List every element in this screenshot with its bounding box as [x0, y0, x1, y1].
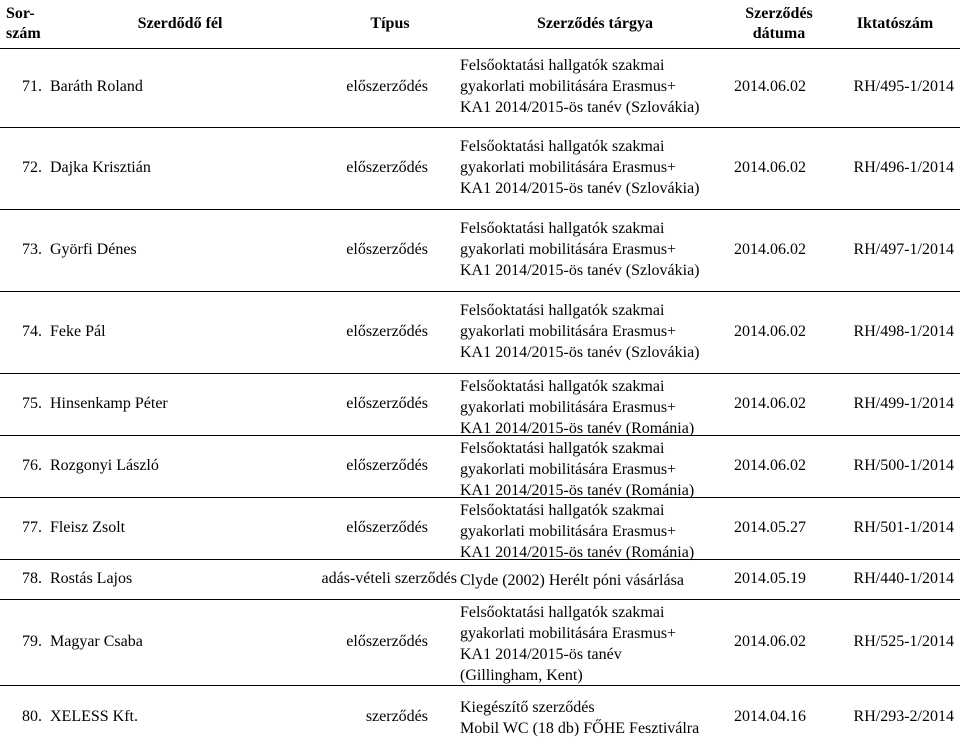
row-contract-type: előszerződés	[346, 241, 428, 258]
row-party-name: Baráth Roland	[50, 78, 143, 95]
row-subject-line: Felsőoktatási hallgatók szakmai	[460, 57, 665, 74]
row-party-name: Györfi Dénes	[50, 241, 137, 258]
row-subject-line: KA1 2014/2015-ös tanév (Románia)	[460, 482, 695, 499]
row-subject-line: gyakorlati mobilitására Erasmus+	[460, 78, 677, 95]
row-subject-line: KA1 2014/2015-ös tanév	[460, 646, 622, 663]
header-tipus: Típus	[370, 15, 410, 32]
row-subject	[460, 570, 728, 591]
row-subject-line: KA1 2014/2015-ös tanév (Szlovákia)	[460, 180, 700, 197]
header-targya: Szerződés tárgya	[537, 15, 653, 32]
row-subject-line: (Gillingham, Kent)	[460, 667, 583, 684]
row-subject-line: gyakorlati mobilitására Erasmus+	[460, 323, 677, 340]
row-subject	[460, 438, 728, 501]
row-party-name: Rozgonyi László	[50, 457, 159, 474]
row-date: 2014.06.02	[734, 323, 806, 340]
row-party-name: Feke Pál	[50, 323, 106, 340]
table-row	[0, 374, 960, 436]
table-row	[0, 560, 960, 600]
row-subject-line: Felsőoktatási hallgatók szakmai	[460, 502, 665, 519]
row-contract-type: előszerződés	[346, 159, 428, 176]
row-subject-line: Clyde (2002) Herélt póni vásárlása	[460, 572, 684, 589]
row-subject-line: KA1 2014/2015-ös tanév (Szlovákia)	[460, 262, 700, 279]
row-party-name: Dajka Krisztián	[50, 159, 151, 176]
table-row	[0, 48, 960, 128]
row-subject	[460, 697, 728, 739]
header-iktatoszam: Iktatószám	[856, 15, 934, 32]
row-iktatoszam: RH/499-1/2014	[853, 395, 954, 412]
row-subject-line: KA1 2014/2015-ös tanév (Románia)	[460, 544, 695, 561]
header-sorszam-line2: szám	[6, 25, 41, 42]
row-party-name: Rostás Lajos	[50, 570, 133, 587]
table-row	[0, 498, 960, 560]
row-contract-type: előszerződés	[346, 633, 428, 650]
row-party-name: XELESS Kft.	[50, 708, 138, 725]
row-subject-line: KA1 2014/2015-ös tanév (Románia)	[460, 420, 695, 437]
row-subject-line: KA1 2014/2015-ös tanév (Szlovákia)	[460, 344, 700, 361]
row-date: 2014.06.02	[734, 395, 806, 412]
row-subject-line: KA1 2014/2015-ös tanév (Szlovákia)	[460, 99, 700, 116]
row-subject-line: gyakorlati mobilitására Erasmus+	[460, 159, 677, 176]
header-sorszam-line1: Sor-	[6, 5, 35, 22]
row-contract-type: előszerződés	[346, 323, 428, 340]
row-subject-line: Felsőoktatási hallgatók szakmai	[460, 378, 665, 395]
row-subject-line: Mobil WC (18 db) FŐHE Fesztiválra	[460, 720, 700, 737]
row-subject	[460, 55, 728, 118]
row-party-name: Hinsenkamp Péter	[50, 395, 168, 412]
row-subject-line: Felsőoktatási hallgatók szakmai	[460, 138, 665, 155]
table-row	[0, 686, 960, 748]
row-subject-line: Kiegészítő szerződés	[460, 699, 595, 716]
row-iktatoszam: RH/440-1/2014	[853, 570, 954, 587]
row-subject	[460, 300, 728, 363]
row-number: 78.	[22, 570, 42, 587]
row-subject-line: Felsőoktatási hallgatók szakmai	[460, 604, 665, 621]
row-date: 2014.04.16	[734, 708, 806, 725]
row-number: 77.	[22, 519, 42, 536]
row-subject-line: gyakorlati mobilitására Erasmus+	[460, 461, 677, 478]
row-number: 73.	[22, 241, 42, 258]
table-row	[0, 210, 960, 292]
row-subject-line: gyakorlati mobilitására Erasmus+	[460, 625, 677, 642]
row-subject	[460, 602, 728, 686]
row-date: 2014.06.02	[734, 241, 806, 258]
row-iktatoszam: RH/501-1/2014	[853, 519, 954, 536]
row-contract-type: előszerződés	[346, 78, 428, 95]
row-party-name: Fleisz Zsolt	[50, 519, 126, 536]
row-party-name: Magyar Csaba	[50, 633, 143, 650]
row-subject-line: Felsőoktatási hallgatók szakmai	[460, 302, 665, 319]
row-contract-type: adás-vételi szerződés	[321, 570, 457, 587]
row-number: 71.	[22, 78, 42, 95]
row-date: 2014.05.19	[734, 570, 806, 587]
row-subject-line: gyakorlati mobilitására Erasmus+	[460, 523, 677, 540]
row-subject	[460, 376, 728, 439]
header-datuma	[724, 4, 834, 44]
header-szerzodo-fel: Szerdődő fél	[137, 15, 223, 32]
header-datuma-line1: Szerződés	[745, 5, 813, 22]
row-contract-type: előszerződés	[346, 457, 428, 474]
row-contract-type: előszerződés	[346, 395, 428, 412]
row-iktatoszam: RH/495-1/2014	[853, 78, 954, 95]
row-number: 74.	[22, 323, 42, 340]
row-date: 2014.06.02	[734, 78, 806, 95]
row-iktatoszam: RH/525-1/2014	[853, 633, 954, 650]
row-subject	[460, 218, 728, 281]
row-number: 75.	[22, 395, 42, 412]
row-subject	[460, 500, 728, 563]
row-date: 2014.05.27	[734, 519, 806, 536]
row-number: 72.	[22, 159, 42, 176]
header-sorszam	[6, 4, 50, 44]
row-iktatoszam: RH/498-1/2014	[853, 323, 954, 340]
row-subject-line: gyakorlati mobilitására Erasmus+	[460, 241, 677, 258]
table-header	[0, 0, 960, 49]
table-row	[0, 600, 960, 686]
row-subject-line: Felsőoktatási hallgatók szakmai	[460, 440, 665, 457]
row-date: 2014.06.02	[734, 159, 806, 176]
table-row	[0, 128, 960, 210]
row-number: 80.	[22, 708, 42, 725]
table-row	[0, 436, 960, 498]
header-datuma-line2: dátuma	[752, 25, 806, 42]
row-iktatoszam: RH/496-1/2014	[853, 159, 954, 176]
row-subject-line: gyakorlati mobilitására Erasmus+	[460, 399, 677, 416]
row-subject	[460, 136, 728, 199]
row-iktatoszam: RH/500-1/2014	[853, 457, 954, 474]
row-date: 2014.06.02	[734, 457, 806, 474]
table-row	[0, 292, 960, 374]
row-number: 76.	[22, 457, 42, 474]
row-number: 79.	[22, 633, 42, 650]
row-iktatoszam: RH/497-1/2014	[853, 241, 954, 258]
row-iktatoszam: RH/293-2/2014	[853, 708, 954, 725]
row-contract-type: szerződés	[365, 708, 428, 725]
row-date: 2014.06.02	[734, 633, 806, 650]
row-subject-line: Felsőoktatási hallgatók szakmai	[460, 220, 665, 237]
row-contract-type: előszerződés	[346, 519, 428, 536]
